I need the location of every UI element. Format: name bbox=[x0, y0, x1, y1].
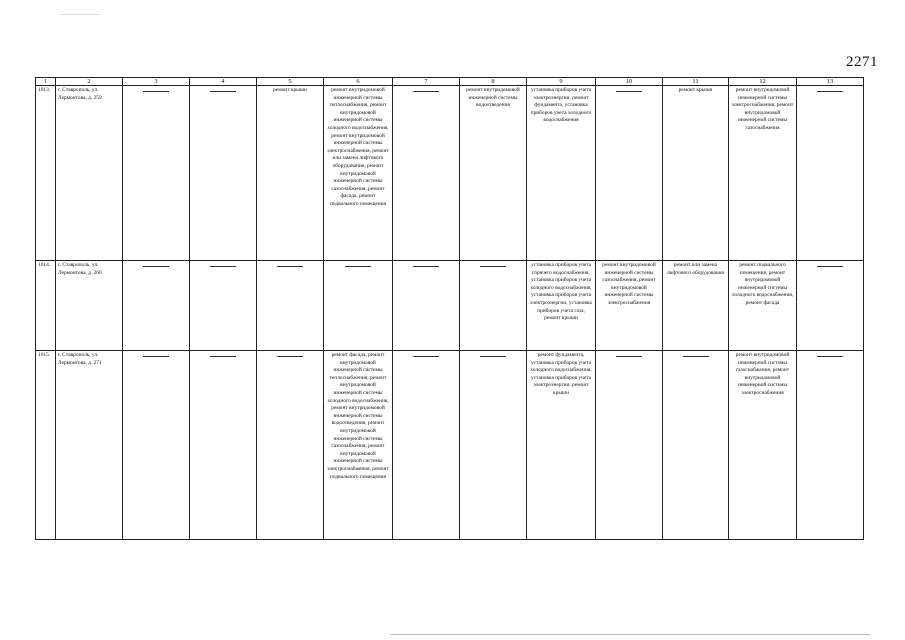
address-cell: г. Ставрополь, ул. Лермонтова, д. 259 bbox=[56, 86, 123, 261]
dash-mark bbox=[277, 356, 303, 357]
table-row bbox=[36, 261, 864, 351]
row-number: 1015. bbox=[36, 351, 56, 540]
work-cell: ремонт внутридомовой инженерной системы теплоснабжения, ремонт внутридомовой инженерной системы холодного водоснабжения, ремонт внутридомовой инженерной системы электроснабжения, ремонт или замена лифтового оборудования, ремонт внутридомовой инженерной системы газоснабжения, ремонт фасада, ремонт подвального помещения bbox=[324, 86, 393, 261]
work-cell: установка приборов учета электроэнергии, ремонт фундамента, установка приборов учета холодного водоснабжения bbox=[527, 86, 596, 261]
col-header: 1 bbox=[36, 78, 56, 86]
column-number-row bbox=[36, 78, 864, 86]
col-header: 11 bbox=[663, 78, 729, 86]
empty-cell bbox=[460, 351, 527, 540]
work-cell: установка приборов учета горячего водоснабжения, установка приборов учета холодного водоснабжения, установка приборов учета электроэнергии, установка приборов учета газа, ремонт крыши bbox=[527, 261, 596, 351]
empty-cell bbox=[393, 351, 460, 540]
dash-mark bbox=[480, 266, 506, 267]
dash-mark bbox=[616, 356, 642, 357]
empty-cell bbox=[190, 261, 257, 351]
col-header: 2 bbox=[56, 78, 123, 86]
dash-mark bbox=[817, 356, 843, 357]
dash-mark bbox=[616, 91, 642, 92]
address-cell: г. Ставрополь, ул. Лермонтова, д. 260 bbox=[56, 261, 123, 351]
empty-cell bbox=[123, 86, 190, 261]
col-header: 4 bbox=[190, 78, 257, 86]
col-header: 7 bbox=[393, 78, 460, 86]
dash-mark bbox=[210, 356, 236, 357]
empty-cell bbox=[123, 261, 190, 351]
work-cell: ремонт внутридомовой инженерной системы электроснабжения, ремонт внутридомовой инженерной системы газоснабжения bbox=[729, 86, 797, 261]
empty-cell bbox=[324, 261, 393, 351]
page-number: 2271 bbox=[846, 54, 878, 70]
scan-artifact bbox=[390, 634, 870, 635]
dash-mark bbox=[277, 266, 303, 267]
empty-cell bbox=[123, 351, 190, 540]
dash-mark bbox=[143, 266, 169, 267]
empty-cell bbox=[190, 86, 257, 261]
scan-artifact bbox=[60, 14, 100, 15]
work-cell: ремонт или замена лифтового оборудования bbox=[663, 261, 729, 351]
empty-cell bbox=[257, 351, 324, 540]
empty-cell bbox=[596, 351, 663, 540]
dash-mark bbox=[345, 266, 371, 267]
work-cell: ремонт фундамента, установка приборов учета холодного водоснабжения, установка приборов учета электроэнергии, ремонт крыши bbox=[527, 351, 596, 540]
empty-cell bbox=[797, 261, 864, 351]
work-cell: ремонт внутридомовой инженерной системы газоснабжения, ремонт внутридомовой инженерной системы электроснабжения bbox=[729, 351, 797, 540]
dash-mark bbox=[210, 91, 236, 92]
col-header: 8 bbox=[460, 78, 527, 86]
empty-cell bbox=[393, 86, 460, 261]
empty-cell bbox=[257, 261, 324, 351]
empty-cell bbox=[797, 351, 864, 540]
col-header: 13 bbox=[797, 78, 864, 86]
dash-mark bbox=[413, 91, 439, 92]
dash-mark bbox=[413, 356, 439, 357]
work-cell: ремонт подвального помещения, ремонт внутридомовой инженерной системы холодного водоснабжения, ремонт фасада bbox=[729, 261, 797, 351]
work-cell: ремонт крыши bbox=[257, 86, 324, 261]
col-header: 6 bbox=[324, 78, 393, 86]
dash-mark bbox=[480, 356, 506, 357]
dash-mark bbox=[817, 91, 843, 92]
table-row bbox=[36, 351, 864, 540]
dash-mark bbox=[143, 91, 169, 92]
address-cell: г. Ставрополь, ул. Лермонтова, д. 271 bbox=[56, 351, 123, 540]
row-number: 1014. bbox=[36, 261, 56, 351]
row-number: 1013. bbox=[36, 86, 56, 261]
dash-mark bbox=[413, 266, 439, 267]
work-cell: ремонт внутридомовой инженерной системы водоотведения bbox=[460, 86, 527, 261]
dash-mark bbox=[210, 266, 236, 267]
capital-repair-table bbox=[35, 77, 864, 540]
empty-cell bbox=[797, 86, 864, 261]
dash-mark bbox=[143, 356, 169, 357]
col-header: 12 bbox=[729, 78, 797, 86]
work-cell: ремонт фасада, ремонт внутридомовой инженерной системы теплоснабжения, ремонт внутридомовой инженерной системы холодного водоснабжения, ремонт внутридомовой инженерной системы водоотведения, ремонт внутридомовой инженерной системы газоснабжения, ремонт внутридомовой инженерной системы электроснабжения, ремонт подвального помещения bbox=[324, 351, 393, 540]
work-cell: ремонт крыши bbox=[663, 86, 729, 261]
col-header: 9 bbox=[527, 78, 596, 86]
empty-cell bbox=[190, 351, 257, 540]
work-cell: ремонт внутридомовой инженерной системы газоснабжения, ремонт внутридомовой инженерной системы электроснабжения bbox=[596, 261, 663, 351]
dash-mark bbox=[817, 266, 843, 267]
table-row bbox=[36, 86, 864, 261]
empty-cell bbox=[393, 261, 460, 351]
empty-cell bbox=[663, 351, 729, 540]
empty-cell bbox=[460, 261, 527, 351]
dash-mark bbox=[683, 356, 709, 357]
col-header: 3 bbox=[123, 78, 190, 86]
col-header: 5 bbox=[257, 78, 324, 86]
col-header: 10 bbox=[596, 78, 663, 86]
empty-cell bbox=[596, 86, 663, 261]
